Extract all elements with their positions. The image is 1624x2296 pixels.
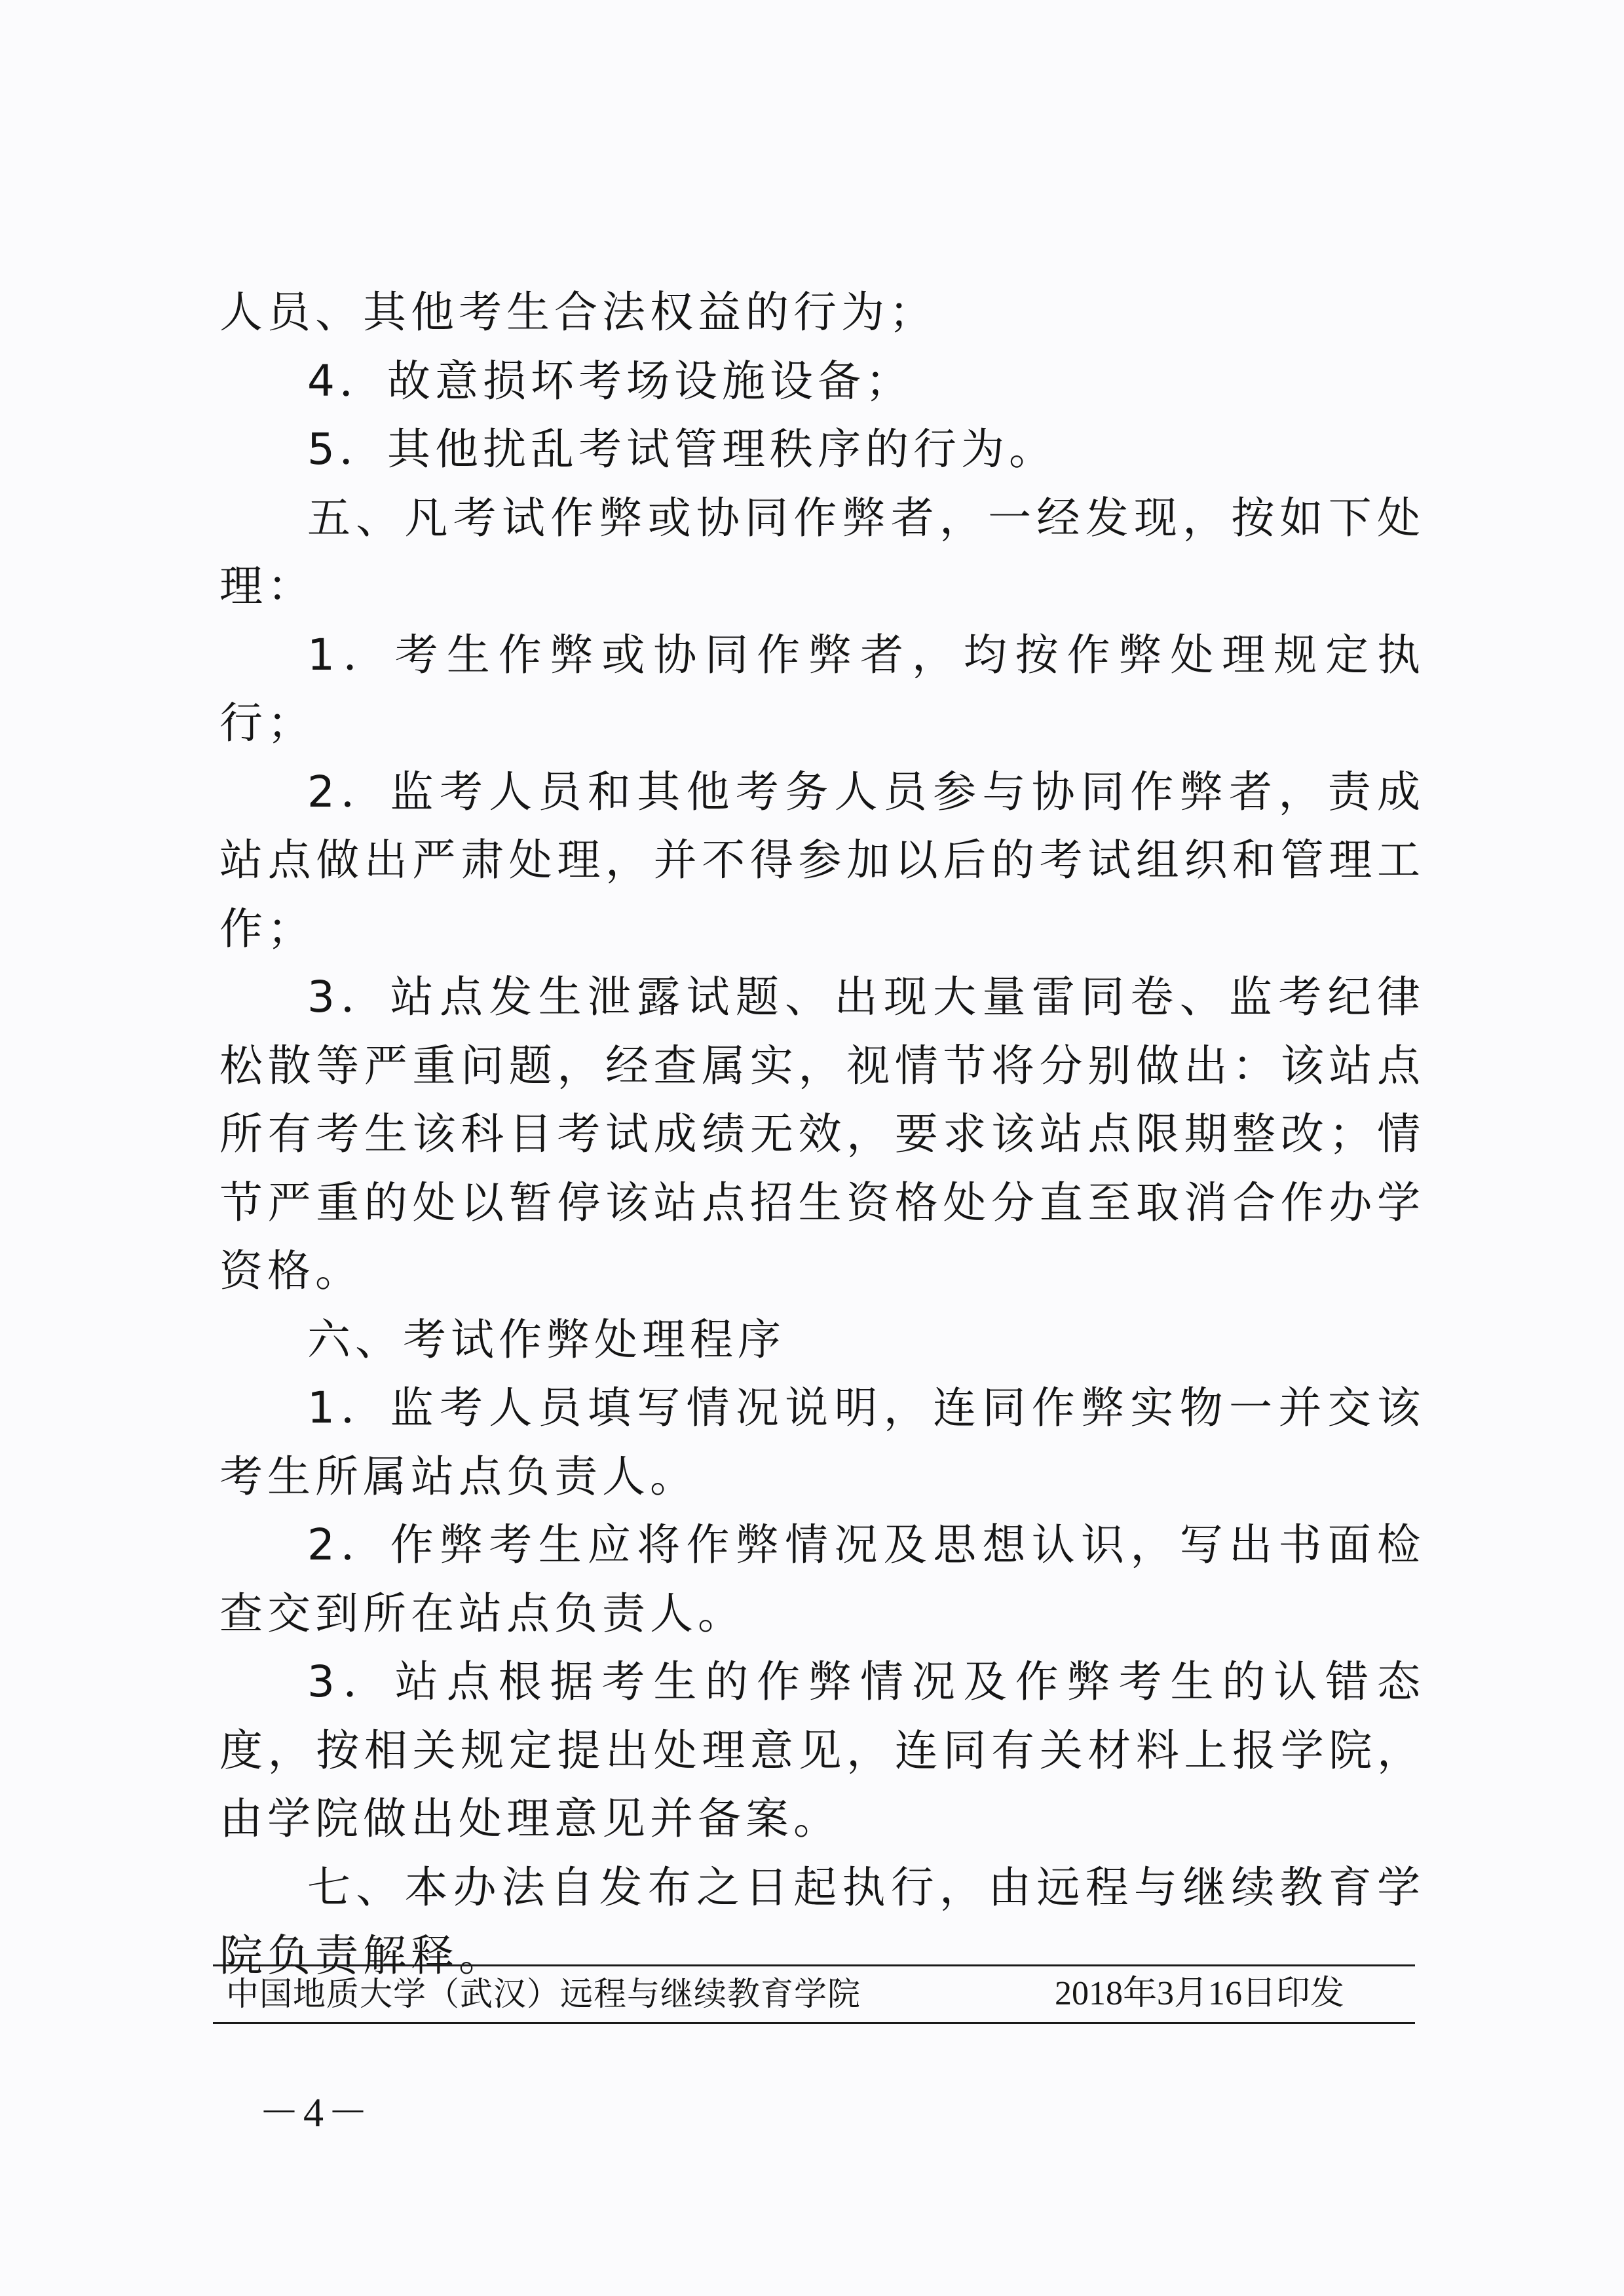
section-7-paragraph: 七、本办法自发布之日起执行，由远程与继续教育学院负责解释。 bbox=[219, 1862, 1425, 1981]
section-6-heading: 六、考试作弊处理程序 bbox=[307, 1314, 785, 1365]
document-body bbox=[219, 278, 1425, 1991]
paragraph-item-5: 5．其他扰乱考试管理秩序的行为。 bbox=[307, 424, 1057, 474]
section-6-item-1: 1．监考人员填写情况说明，连同作弊实物一并交该考生所属站点负责人。 bbox=[219, 1383, 1425, 1502]
paragraph-item-4: 4．故意损坏考场设施设备； bbox=[307, 355, 913, 406]
paragraph-continuation: 人员、其他考生合法权益的行为； bbox=[219, 287, 937, 337]
section-5-item-3: 3．站点发生泄露试题、出现大量雷同卷、监考纪律松散等严重问题，经查属实，视情节将分别做出：该站点所有考生该科目考试成绩无效，要求该站点限期整改；情节严重的处以暂停该站点招生资格处分直至取消合作办学资格。 bbox=[219, 972, 1425, 1296]
page-number: －4－ bbox=[259, 2091, 373, 2135]
section-6-item-2: 2．作弊考生应将作弊情况及思想认识，写出书面检查交到所在站点负责人。 bbox=[219, 1520, 1425, 1639]
footer-top-rule bbox=[213, 1964, 1415, 1966]
footer-issue-date: 2018年3月16日印发 bbox=[1055, 1975, 1345, 2012]
footer-bottom-rule bbox=[213, 2022, 1415, 2024]
section-5-heading: 五、凡考试作弊或协同作弊者，一经发现，按如下处理： bbox=[219, 492, 1425, 611]
section-6-item-3: 3．站点根据考生的作弊情况及作弊考生的认错态度，按相关规定提出处理意见，连同有关材料上报学院，由学院做出处理意见并备案。 bbox=[219, 1656, 1425, 1844]
footer-issuer: 中国地质大学（武汉）远程与继续教育学院 bbox=[226, 1975, 861, 2013]
section-5-item-2: 2．监考人员和其他考务人员参与协同作弊者，责成站点做出严肃处理，并不得参加以后的考试组织和管理工作； bbox=[219, 766, 1425, 954]
section-5-item-1: 1．考生作弊或协同作弊者，均按作弊处理规定执行； bbox=[219, 629, 1425, 748]
